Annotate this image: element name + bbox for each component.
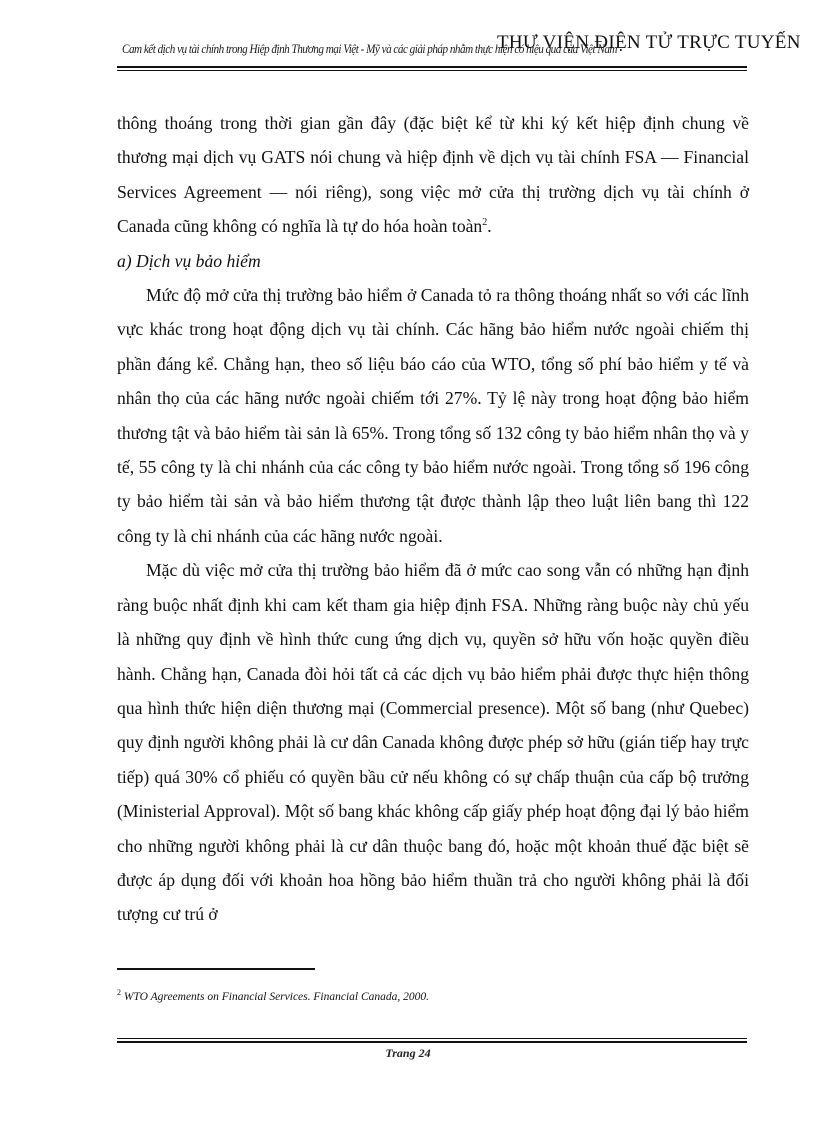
footnote xyxy=(117,990,429,1004)
footer-rule-thick xyxy=(117,1041,747,1043)
page-body xyxy=(117,106,749,932)
header-rule-thin xyxy=(117,70,747,71)
page-header xyxy=(0,0,816,80)
footnote-number: 2 xyxy=(117,988,121,998)
footnote-reference[interactable]: 2 xyxy=(482,217,488,229)
footnote-text: WTO Agreements on Financial Services. Financial Canada, 2000. xyxy=(123,991,430,1003)
footer-rule-thin xyxy=(117,1038,747,1039)
intro-paragraph xyxy=(117,106,749,244)
section-heading: a) Dịch vụ bảo hiểm xyxy=(117,250,261,271)
running-title: Cam kết dịch vụ tài chính trong Hiệp định Thương mại Việt - Mỹ và các giải pháp nhằm thực hiện có hiệu quả của Việt Nam xyxy=(122,41,617,56)
header-rule-thick xyxy=(117,66,747,68)
library-watermark: THƯ VIỆN ĐIỆN TỬ TRỰC TUYẾN xyxy=(497,32,801,53)
intro-end: . xyxy=(487,216,492,237)
paragraph-insurance-openness: Mức độ mở cửa thị trường bảo hiểm ở Canada tỏ ra thông thoáng nhất so với các lĩnh vực khác trong hoạt động dịch vụ tài chính. Các hãng bảo hiểm nước ngoài chiếm thị phần đáng kể. Chẳng hạn, theo số liệu báo cáo của WTO, tổng số phí bảo hiểm y tế và nhân thọ của các hãng nước ngoài chiếm tới 27%. Tỷ lệ này trong hoạt động bảo hiểm thương tật và bảo hiểm tài sản là 65%. Trong tổng số 132 công ty bảo hiểm nhân thọ và y tế, 55 công ty là chi nhánh của các công ty bảo hiểm nước ngoài. Trong tổng số 196 công ty bảo hiểm tài sản và bảo hiểm thương tật được thành lập theo luật liên bang thì 122 công ty là chi nhánh của các hãng nước ngoài. xyxy=(117,285,749,546)
footnote-separator xyxy=(117,968,315,970)
intro-text: thông thoáng trong thời gian gần đây (đặc biệt kể từ khi ký kết hiệp định chung về thương mại dịch vụ GATS nói chung và hiệp định về dịch vụ tài chính FSA — Financial Services Agreement — nói riêng), song việc mở cửa thị trường dịch vụ tài chính ở Canada cũng không có nghĩa là tự do hóa hoàn toàn xyxy=(117,113,749,237)
paragraph-insurance-restrictions: Mặc dù việc mở cửa thị trường bảo hiểm đã ở mức cao song vẫn có những hạn định ràng buộc nhất định khi cam kết tham gia hiệp định FSA. Những ràng buộc này chủ yếu là những quy định về hình thức cung ứng dịch vụ, quyền sở hữu vốn hoặc quyền điều hành. Chẳng hạn, Canada đòi hỏi tất cả các dịch vụ bảo hiểm phải được thực hiện thông qua hình thức hiện diện thương mại (Commercial presence). Một số bang (như Quebec) quy định người không phải là cư dân Canada không được phép sở hữu (gián tiếp hay trực tiếp) quá 30% cổ phiếu có quyền bầu cử nếu không có sự chấp thuận của cấp bộ trưởng (Ministerial Approval). Một số bang khác không cấp giấy phép hoạt động đại lý bảo hiểm cho những người không phải là cư dân thuộc bang đó, hoặc một khoản thuế đặc biệt sẽ được áp dụng đối với khoản hoa hồng bảo hiểm thuần trả cho người không phải là đối tượng cư trú ở xyxy=(117,560,749,925)
page-number: Trang 24 xyxy=(385,1046,431,1060)
